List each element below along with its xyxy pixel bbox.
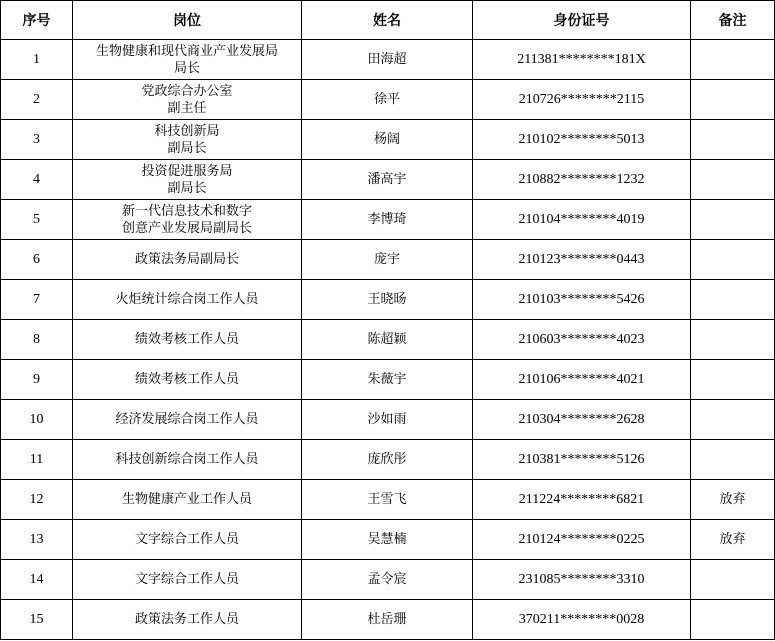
cell-position [73, 280, 302, 320]
cell-id-number: 210124********0225 [473, 520, 691, 560]
cell-seq: 14 [1, 560, 73, 600]
cell-id-number: 210104********4019 [473, 200, 691, 240]
cell-note [691, 80, 775, 120]
cell-id-number: 210123********0443 [473, 240, 691, 280]
position-line: 党政综合办公室 [141, 83, 233, 99]
cell-name: 孟令宸 [302, 560, 473, 600]
cell-id-number: 210304********2628 [473, 400, 691, 440]
header-seq: 序号 [1, 1, 73, 40]
position-line: 创意产业发展局副局长 [121, 220, 252, 236]
table-row [1, 320, 775, 360]
cell-seq: 5 [1, 200, 73, 240]
header-position: 岗位 [73, 1, 302, 40]
position-line: 生物健康产业工作人员 [121, 492, 252, 507]
position-line: 投资促进服务局 [141, 163, 233, 179]
cell-name: 李博琦 [302, 200, 473, 240]
cell-seq: 7 [1, 280, 73, 320]
cell-seq: 1 [1, 40, 73, 80]
table-row [1, 240, 775, 280]
table-header [1, 1, 775, 40]
cell-seq: 15 [1, 600, 73, 640]
position-line: 文字综合工作人员 [134, 572, 239, 587]
table-row [1, 480, 775, 520]
cell-seq: 2 [1, 80, 73, 120]
table-row [1, 80, 775, 120]
cell-note: 放弃 [691, 480, 775, 520]
table-row [1, 600, 775, 640]
cell-note [691, 160, 775, 200]
position-line: 绩效考核工作人员 [134, 332, 239, 347]
cell-name: 田海超 [302, 40, 473, 80]
cell-position [73, 240, 302, 280]
cell-seq: 10 [1, 400, 73, 440]
cell-note [691, 560, 775, 600]
position-line: 生物健康和现代商业产业发展局 [95, 43, 278, 59]
table-row [1, 200, 775, 240]
cell-position [73, 400, 302, 440]
cell-id-number: 210603********4023 [473, 320, 691, 360]
table-row [1, 120, 775, 160]
cell-id-number: 210882********1232 [473, 160, 691, 200]
cell-name: 吴慧楠 [302, 520, 473, 560]
cell-note [691, 360, 775, 400]
position-line: 政策法务工作人员 [134, 612, 239, 627]
table-row [1, 400, 775, 440]
cell-id-number: 211224********6821 [473, 480, 691, 520]
cell-note [691, 120, 775, 160]
cell-position [73, 320, 302, 360]
cell-position [73, 520, 302, 560]
cell-position [73, 80, 302, 120]
cell-name: 庞宇 [302, 240, 473, 280]
table-row [1, 280, 775, 320]
cell-id-number: 370211********0028 [473, 600, 691, 640]
cell-position [73, 40, 302, 80]
cell-note: 放弃 [691, 520, 775, 560]
table-row [1, 160, 775, 200]
position-line: 科技创新综合岗工作人员 [115, 452, 259, 467]
cell-note [691, 40, 775, 80]
cell-note [691, 320, 775, 360]
cell-name: 杨阔 [302, 120, 473, 160]
cell-note [691, 440, 775, 480]
cell-position [73, 480, 302, 520]
cell-name: 王雪飞 [302, 480, 473, 520]
position-line: 副局长 [167, 140, 207, 156]
position-line: 政策法务局副局长 [134, 252, 239, 267]
position-line: 文字综合工作人员 [134, 532, 239, 547]
cell-id-number: 210106********4021 [473, 360, 691, 400]
header-id-number: 身份证号 [473, 1, 691, 40]
cell-seq: 11 [1, 440, 73, 480]
cell-seq: 6 [1, 240, 73, 280]
cell-seq: 13 [1, 520, 73, 560]
cell-name: 杜岳珊 [302, 600, 473, 640]
cell-position [73, 120, 302, 160]
cell-seq: 4 [1, 160, 73, 200]
position-line: 新一代信息技术和数字 [121, 203, 252, 219]
cell-name: 陈超颖 [302, 320, 473, 360]
position-line: 科技创新局 [154, 123, 220, 139]
cell-note [691, 200, 775, 240]
cell-id-number: 231085********3310 [473, 560, 691, 600]
cell-id-number: 210102********5013 [473, 120, 691, 160]
table-row [1, 440, 775, 480]
cell-note [691, 600, 775, 640]
cell-name: 庞欣彤 [302, 440, 473, 480]
cell-id-number: 210726********2115 [473, 80, 691, 120]
position-line: 经济发展综合岗工作人员 [115, 412, 259, 427]
header-note: 备注 [691, 1, 775, 40]
cell-seq: 3 [1, 120, 73, 160]
cell-position [73, 200, 302, 240]
cell-seq: 9 [1, 360, 73, 400]
table-body [1, 40, 775, 640]
cell-position [73, 360, 302, 400]
table-row [1, 360, 775, 400]
cell-position [73, 160, 302, 200]
position-line: 副局长 [167, 180, 207, 196]
cell-id-number: 210103********5426 [473, 280, 691, 320]
position-line: 火炬统计综合岗工作人员 [115, 292, 259, 307]
cell-name: 朱薇宇 [302, 360, 473, 400]
header-row [1, 1, 775, 40]
cell-id-number: 211381********181X [473, 40, 691, 80]
cell-name: 徐平 [302, 80, 473, 120]
cell-position [73, 440, 302, 480]
cell-seq: 8 [1, 320, 73, 360]
cell-name: 王晓旸 [302, 280, 473, 320]
cell-position [73, 600, 302, 640]
position-line: 绩效考核工作人员 [134, 372, 239, 387]
table-row [1, 560, 775, 600]
table-row [1, 40, 775, 80]
cell-seq: 12 [1, 480, 73, 520]
cell-note [691, 400, 775, 440]
cell-note [691, 240, 775, 280]
cell-id-number: 210381********5126 [473, 440, 691, 480]
cell-name: 沙如雨 [302, 400, 473, 440]
header-name: 姓名 [302, 1, 473, 40]
table-row [1, 520, 775, 560]
cell-note [691, 280, 775, 320]
cell-position [73, 560, 302, 600]
cell-name: 潘高宇 [302, 160, 473, 200]
position-line: 副主任 [167, 100, 207, 116]
position-line: 局长 [173, 60, 200, 76]
